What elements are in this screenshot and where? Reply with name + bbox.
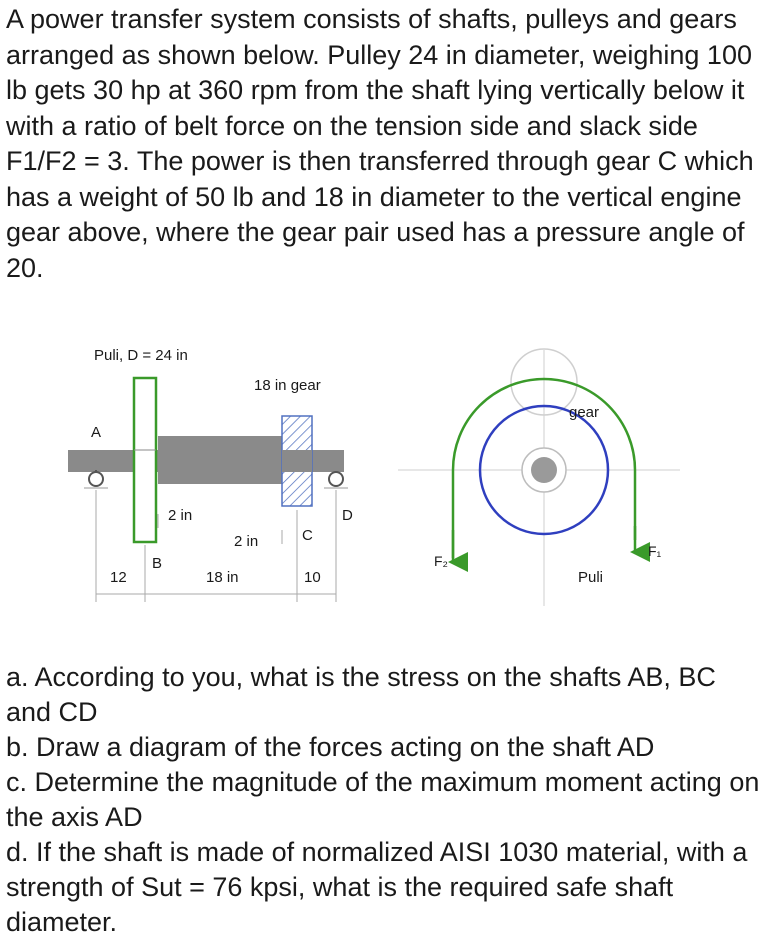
bearing-A [89,472,103,486]
question-a: a. According to you, what is the stress on the shafts AB, BC and CD [6,662,716,727]
dim-2in-right: 2 in [234,533,259,550]
gear-C-bore [282,450,312,472]
dim-10: 10 [304,569,321,586]
question-c: c. Determine the magnitude of the maximum moment acting on the axis AD [6,767,760,832]
puli-label: Puli [578,569,604,586]
shaft-figure [0,330,764,650]
bearing-D [329,472,343,486]
questions-list [6,660,762,940]
label-B: B [152,555,163,572]
F2-label: F₂ [434,553,448,569]
label-C: C [302,527,313,544]
question-b: b. Draw a diagram of the forces acting on the shaft AD [6,732,655,762]
gear-label: gear [569,404,600,421]
question-d: d. If the shaft is made of normalized AISI 1030 material, with a strength of Sut = 76 kpsi, what is the required safe shaft diameter. [6,837,748,937]
label-A: A [91,424,102,441]
shaft-thick-section [158,436,286,484]
pulley-B [134,378,156,542]
dim-12: 12 [110,569,127,586]
label-D: D [342,507,353,524]
F1-label: F₁ [648,543,662,559]
pulley-diameter-label: Puli, D = 24 in [94,347,188,364]
problem-statement: A power transfer system consists of shafts, pulleys and gears arranged as shown below. Pulley 24 in diameter, weighing 100 lb gets 30 hp at 360 rpm from the shaft lying vertically below it with a ratio of belt force on the tension side and slack side F1/F2 = 3. The power is then transferred through gear C which has a weight of 50 lb and 18 in diameter to the vertical engine gear above, where the gear pair used has a pressure angle of 20. [6,4,754,283]
hub-center [531,457,557,483]
shaft-diagram-svg [0,330,764,650]
dim-2in-left: 2 in [168,507,193,524]
gear-size-label: 18 in gear [254,377,321,394]
dim-18in: 18 in [206,569,239,586]
